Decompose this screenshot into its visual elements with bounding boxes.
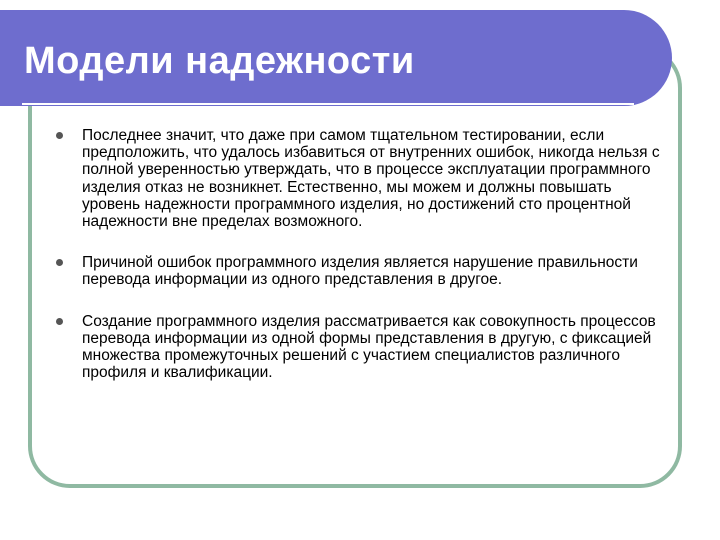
bullet-icon <box>56 259 63 266</box>
bullet-item <box>56 127 668 230</box>
bullet-item <box>56 313 668 382</box>
title-underline <box>22 103 634 105</box>
bullet-icon <box>56 132 63 139</box>
bullet-text: Причиной ошибок программного изделия является нарушение правильности перевода информации из одного представления в другое. <box>82 254 638 289</box>
bullet-text: Последнее значит, что даже при самом тщательном тестировании, если предположить, что удалось избавиться от внутренних ошибок, никогда нельзя с полной уверенностью утверждать, что в процессе эксплуатации программного изделия отказ не возникнет. Естественно, мы можем и должны повышать уровень надежности программного изделия, но достижений сто процентной надежности вне пределах возможного. <box>82 127 660 231</box>
slide-title: Модели надежности <box>24 40 415 82</box>
bullet-item <box>56 254 668 288</box>
bullet-icon <box>56 318 63 325</box>
bullet-text: Создание программного изделия рассматривается как совокупность процессов перевода информации из одной формы представления в другую, с фиксацией множества промежуточных решений с участием специалистов различного профиля и квалификации. <box>82 312 656 382</box>
bullet-list <box>56 127 668 381</box>
title-bar <box>0 10 672 106</box>
